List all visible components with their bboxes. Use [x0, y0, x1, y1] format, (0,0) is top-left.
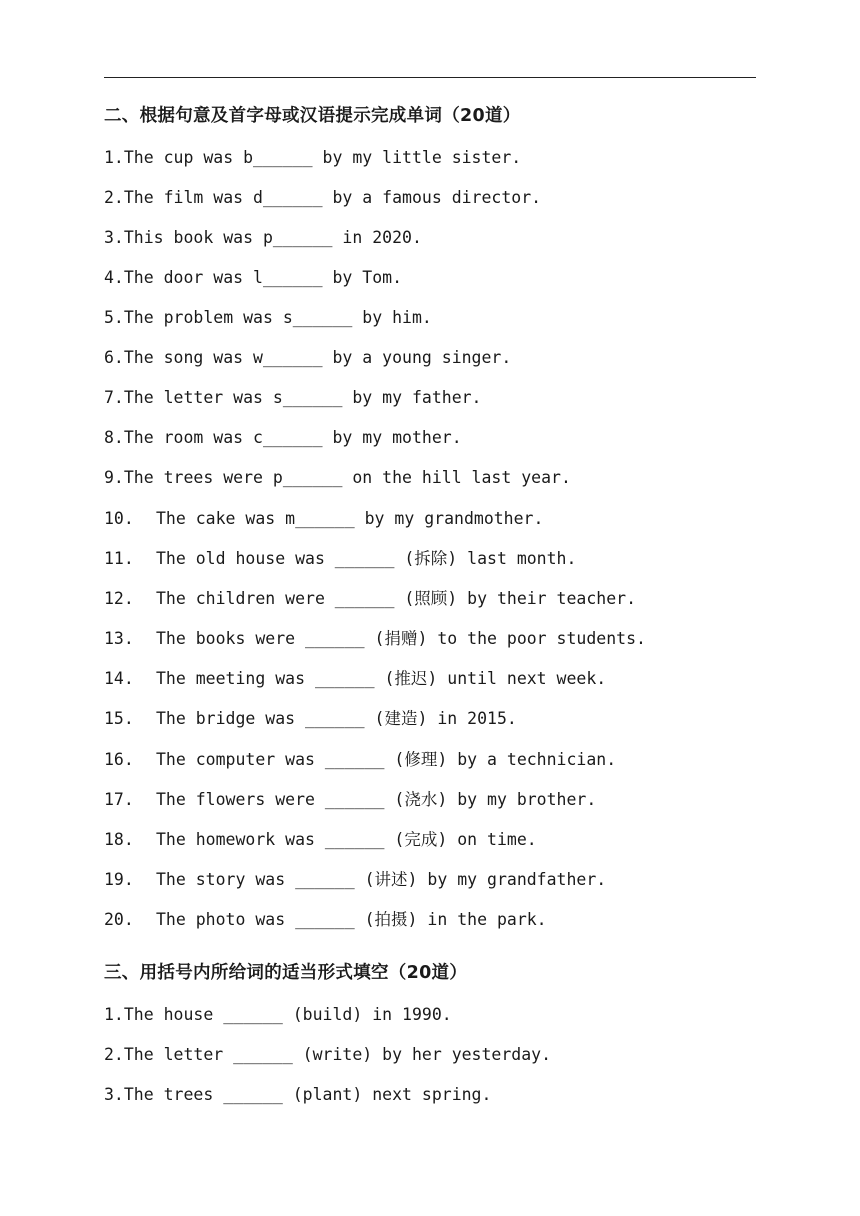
top-divider — [104, 77, 756, 78]
exercise-item: 13. The books were ______ (捐赠) to the poor students. — [104, 629, 646, 648]
exercise-item: 16. The computer was ______ (修理) by a technician. — [104, 750, 617, 769]
exercise-item: 3.This book was p______ in 2020. — [104, 228, 422, 247]
exercise-item: 1.The cup was b______ by my little sister. — [104, 148, 522, 167]
exercise-item: 10. The cake was m______ by my grandmother. — [104, 509, 544, 528]
exercise-item: 19. The story was ______ (讲述) by my grandfather. — [104, 870, 607, 889]
section-2-heading: 二、根据句意及首字母或汉语提示完成单词（20道） — [104, 106, 521, 126]
exercise-item: 1.The house ______ (build) in 1990. — [104, 1005, 452, 1024]
exercise-item: 6.The song was w______ by a young singer. — [104, 348, 512, 367]
exercise-item: 4.The door was l______ by Tom. — [104, 268, 403, 287]
exercise-item: 12. The children were ______ (照顾) by their teacher. — [104, 589, 637, 608]
exercise-item: 2.The film was d______ by a famous director. — [104, 188, 542, 207]
exercise-item: 20. The photo was ______ (拍摄) in the park. — [104, 910, 547, 929]
exercise-item: 14. The meeting was ______ (推迟) until next week. — [104, 669, 607, 688]
exercise-item: 9.The trees were p______ on the hill last year. — [104, 468, 571, 487]
exercise-item: 5.The problem was s______ by him. — [104, 308, 432, 327]
exercise-item: 15. The bridge was ______ (建造) in 2015. — [104, 709, 517, 728]
exercise-item: 2.The letter ______ (write) by her yesterday. — [104, 1045, 552, 1064]
section-3-heading: 三、用括号内所给词的适当形式填空（20道） — [104, 963, 468, 983]
exercise-item: 7.The letter was s______ by my father. — [104, 388, 482, 407]
exercise-item: 8.The room was c______ by my mother. — [104, 428, 462, 447]
exercise-item: 17. The flowers were ______ (浇水) by my brother. — [104, 790, 597, 809]
exercise-item: 11. The old house was ______ (拆除) last month. — [104, 549, 577, 568]
exercise-item: 3.The trees ______ (plant) next spring. — [104, 1085, 492, 1104]
exercise-item: 18. The homework was ______ (完成) on time. — [104, 830, 537, 849]
